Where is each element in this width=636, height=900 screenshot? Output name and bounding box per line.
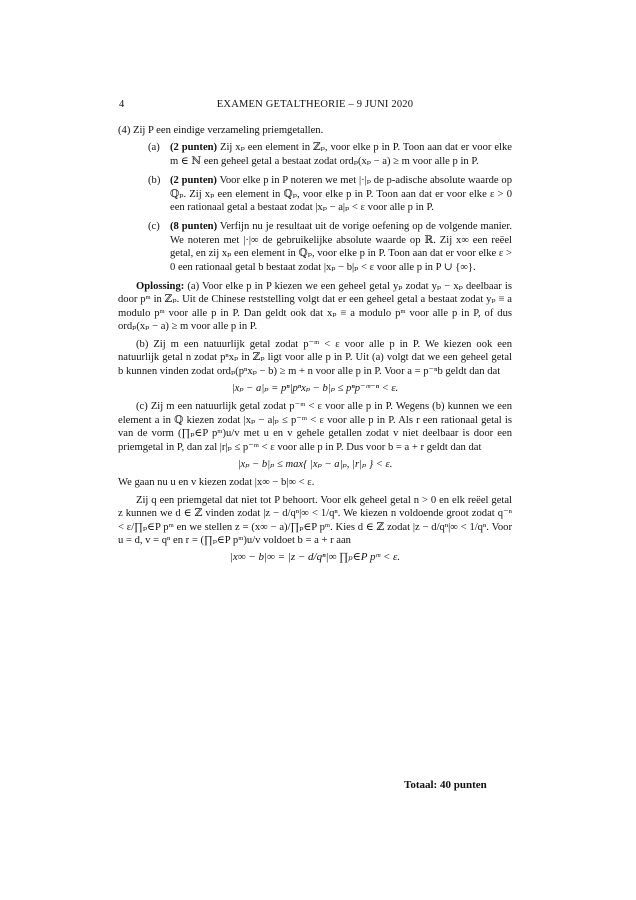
part-c xyxy=(138,220,512,274)
solution-paragraph-c2: We gaan nu u en v kiezen zodat |x∞ − b|∞ < ε. xyxy=(118,477,315,489)
part-b-text: Voor elke p in P noteren we met |·|ₚ de p-adische absolute waarde op ℚₚ. Zij xₚ een element in ℚₚ, voor elke p in P. Toon aan dat er voor elke ε > 0 een rationaal getal a bestaat zodat |xₚ − a|ₚ < ε voor alle p in P. xyxy=(170,175,512,214)
equation-3: |x∞ − b|∞ = |z − d/qⁿ|∞ ∏ₚ∈P pᵐ < ε. xyxy=(229,551,401,564)
part-a-label: (a) xyxy=(148,142,160,154)
part-c-points: (8 punten) xyxy=(170,221,218,233)
problem-intro xyxy=(118,124,512,137)
part-c-text: Verfijn nu je resultaat uit de vorige oefening op de volgende manier. We noteren met |·|∞ de gebruikelijke absolute waarde op ℝ. Zij x∞ een reëel getal, en zij xₚ een element in ℚₚ, voor elke p in P. Toon aan dat er voor elke ε > 0 een rationaal getal b bestaat zodat |xₚ − b|ₚ < ε voor alle p in P ∪ {∞}. xyxy=(170,221,512,273)
solution-paragraph-c3: Zij q een priemgetal dat niet tot P behoort. Voor elk geheel getal n > 0 en elk reëel getal z kunnen we d ∈ ℤ vinden zodat |z − d/qⁿ|∞ < 1/qⁿ. We kiezen n voldoende groot zodat q⁻ⁿ < ε/∏ₚ∈P pᵐ en we stellen z = (x∞ − a)/∏ₚ∈P pᵐ. Kies d ∈ ℤ zodat |z − d/qⁿ|∞ < 1/qⁿ. Voor u = d, v = qⁿ en r = (∏ₚ∈P pᵐ)u/v voldoet b = a + r aan xyxy=(118,494,512,546)
part-b-label: (b) xyxy=(148,175,161,187)
total-points: Totaal: 40 punten xyxy=(404,779,487,791)
problem-parts xyxy=(138,141,512,274)
solution-paragraph-a xyxy=(118,280,512,334)
page-number: 4 xyxy=(119,99,125,110)
solution xyxy=(118,280,512,565)
solution-paragraph-c: (c) Zij m een natuurlijk getal zodat p⁻ᵐ < ε voor alle p in P. Wegens (b) kunnen we een element a in ℚ kiezen zodat |xₚ − a|ₚ ≤ p⁻ᵐ < ε voor alle p in P. Als r een rationaal getal is van de vorm (∏ₚ∈P pᵐ)u/v met u en v gehele getallen zodat v niet deelbaar is door een priemgetal in P, dan zal |r|ₚ ≤ p⁻ᵐ < ε voor alle p in P. Dus voor b = a + r geldt dan dat xyxy=(118,401,512,453)
equation-2: |xₚ − b|ₚ ≤ max{ |xₚ − a|ₚ, |r|ₚ } < ε. xyxy=(237,458,393,470)
problem-intro-text: Zij P een eindige verzameling priemgetallen. xyxy=(133,125,324,136)
solution-a-text: (a) Voor elke p in P kiezen we een geheel getal yₚ zodat yₚ − xₚ deelbaar is door pᵐ in ℤₚ. Uit de Chinese reststelling volgt dat er een geheel getal a bestaat zodat yₚ ≡ a modulo pᵐ voor alle p in P. Dan geldt ook dat xₚ ≡ a modulo pᵐ voor alle p in P, of dus ordₚ(xₚ − a) ≥ m voor alle p in P. xyxy=(118,281,512,333)
running-title: EXAMEN GETALTHEORIE – 9 JUNI 2020 xyxy=(216,99,414,110)
part-b-points: (2 punten) xyxy=(170,175,217,187)
part-a-text: Zij xₚ een element in ℤₚ, voor elke p in P. Toon aan dat er voor elke m ∈ ℕ een geheel getal a bestaat zodat ordₚ(xₚ − a) ≥ m voor alle p in P. xyxy=(170,142,512,167)
problem-number: (4) xyxy=(118,125,131,136)
page-header xyxy=(119,99,511,115)
solution-paragraph-b: (b) Zij m een natuurlijk getal zodat p⁻ᵐ < ε voor alle p in P. We kiezen ook een natuurlijk getal n zodat pⁿxₚ in ℤₚ ligt voor alle p in P. Uit (a) volgt dat we een geheel getal b kunnen vinden zodat ordₚ(pⁿxₚ − b) ≥ m + n voor alle p in P. Voor a = p⁻ⁿb geldt dan dat xyxy=(118,338,512,377)
part-c-label: (c) xyxy=(148,221,160,233)
equation-1: |xₚ − a|ₚ = pⁿ|pⁿxₚ − b|ₚ ≤ pⁿp⁻ᵐ⁻ⁿ < ε. xyxy=(231,382,399,394)
part-a-points: (2 punten) xyxy=(170,142,218,154)
problem-content xyxy=(118,120,512,570)
part-a xyxy=(138,141,512,168)
part-b xyxy=(138,174,512,214)
solution-label: Oplossing: xyxy=(136,281,185,293)
